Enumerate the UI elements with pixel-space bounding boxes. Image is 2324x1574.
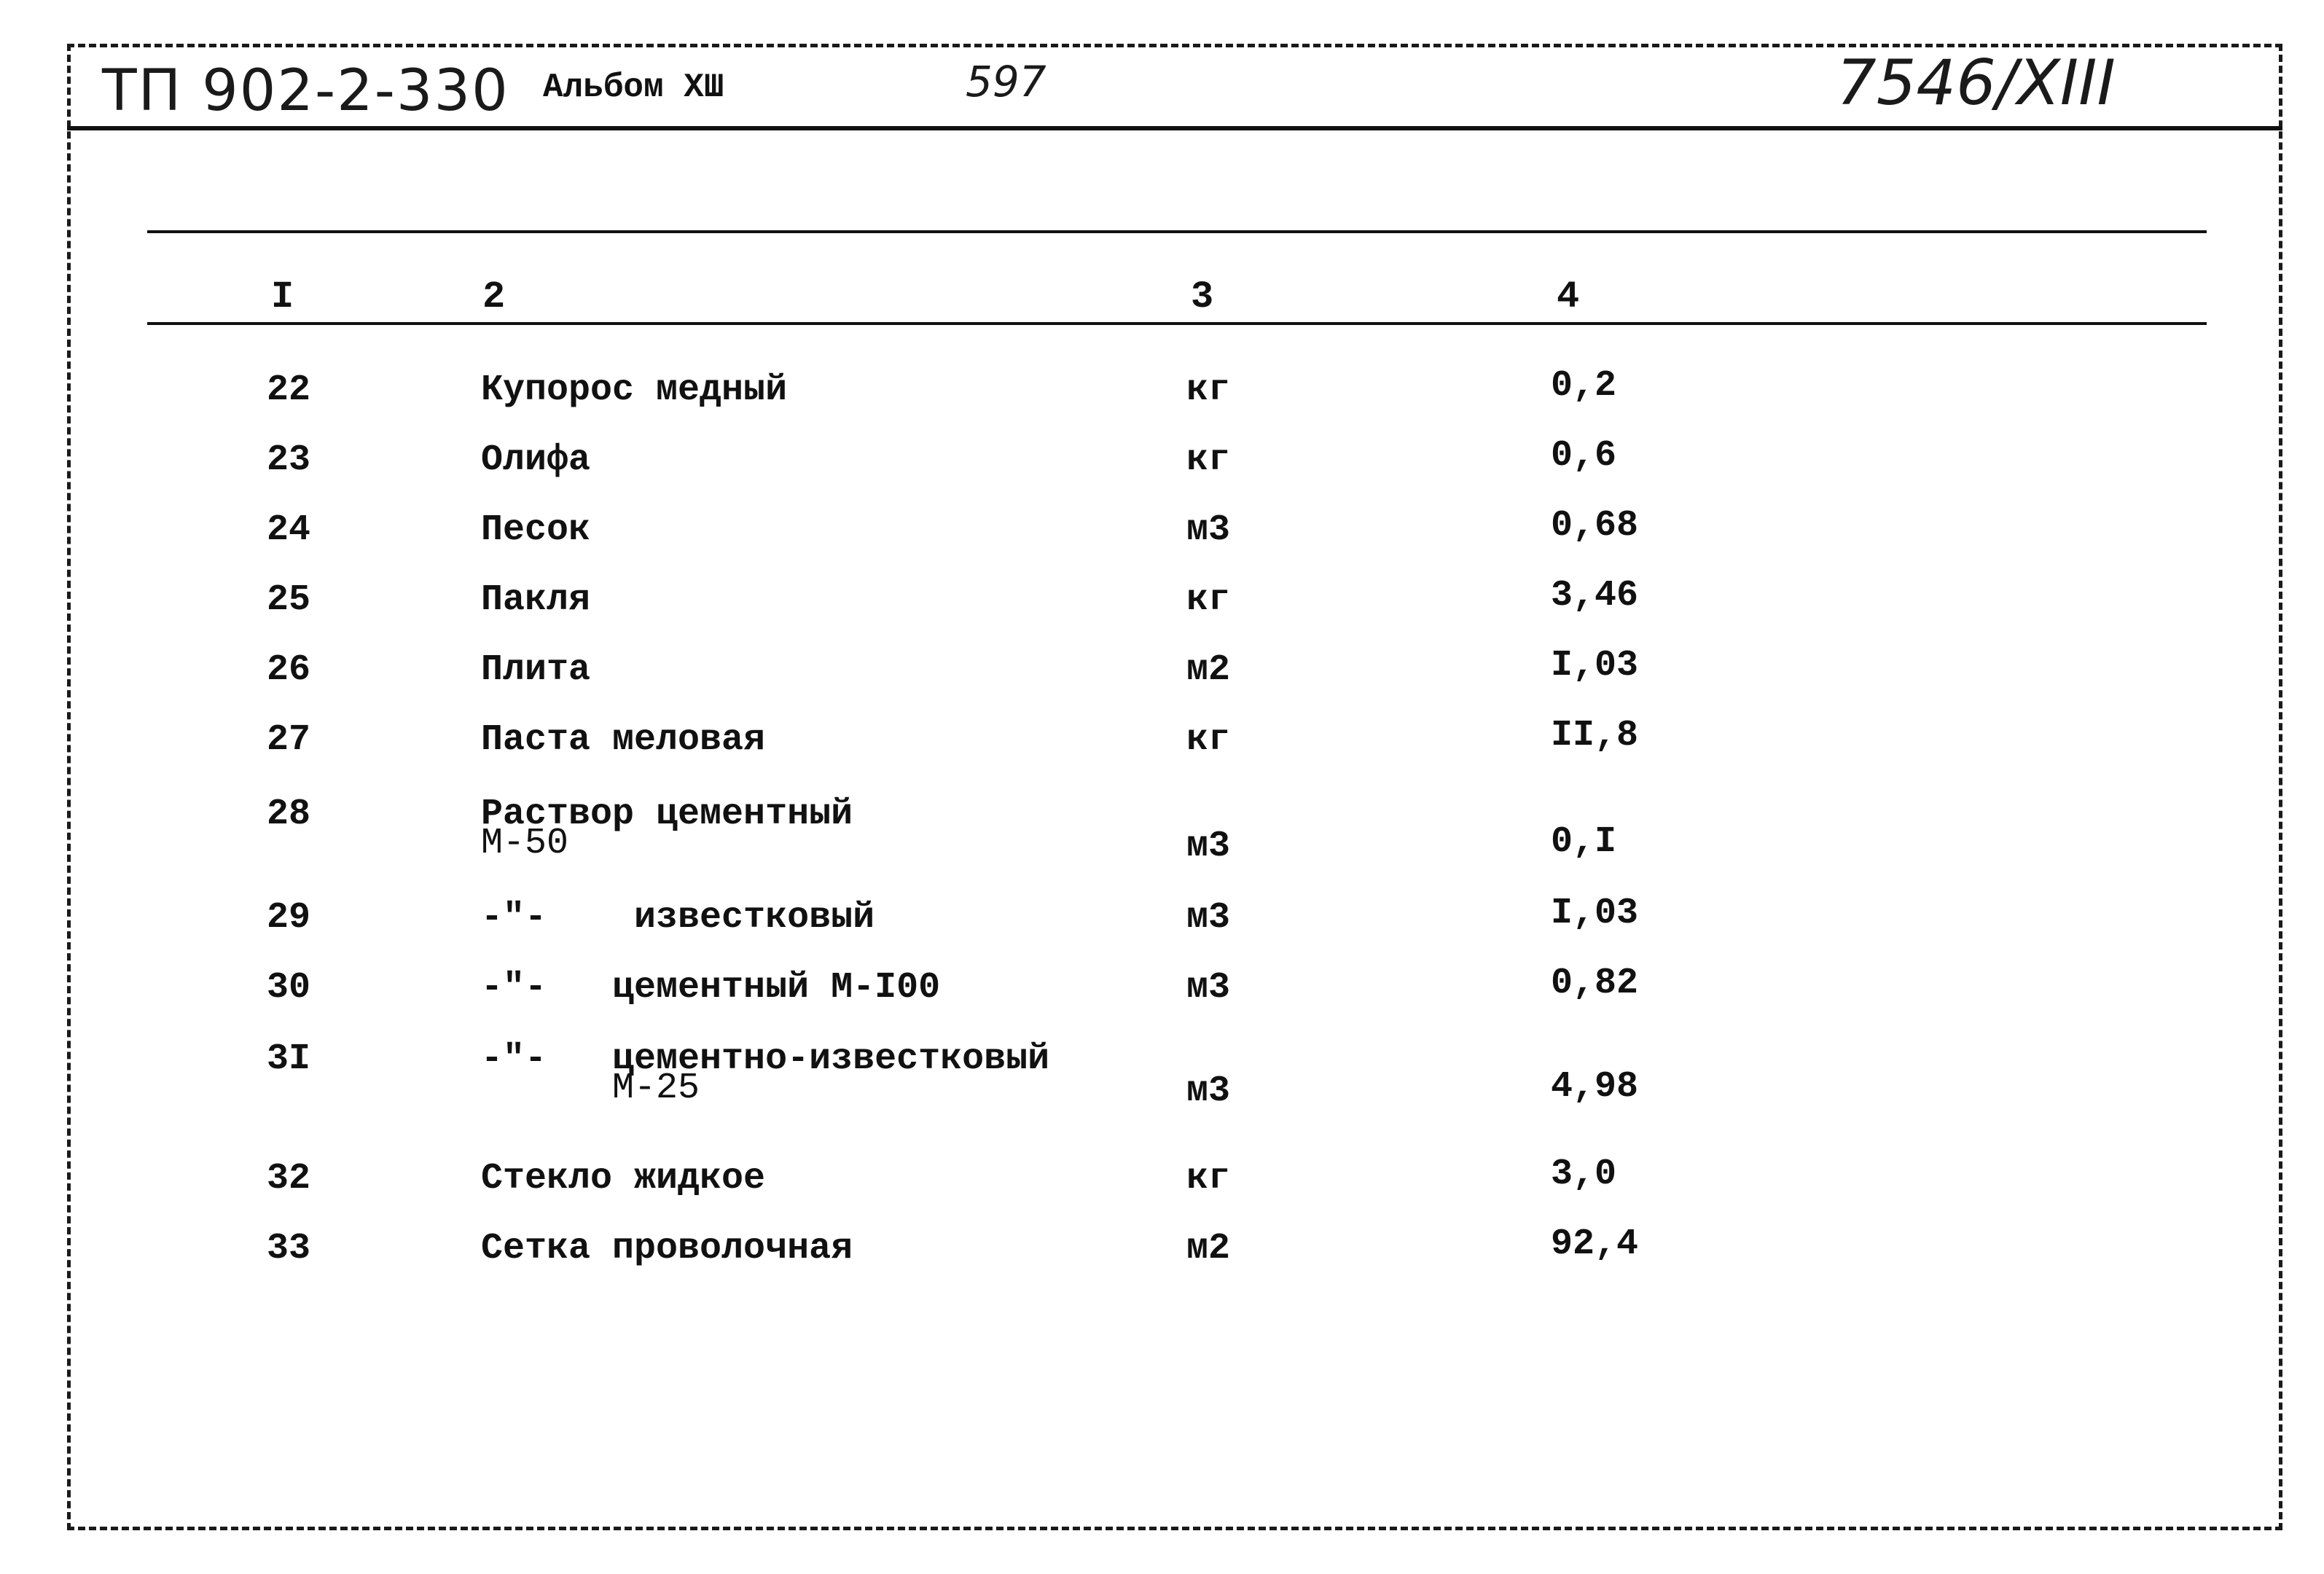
unit: м2 — [1186, 649, 1231, 691]
row-number: 27 — [267, 719, 311, 761]
column-header-3: 3 — [1191, 275, 1214, 318]
quantity: II,8 — [1551, 715, 1639, 756]
unit: м3 — [1186, 509, 1231, 551]
material-name: Раствор цементный — [481, 794, 853, 835]
row-number: 32 — [267, 1158, 311, 1199]
quantity: 0,82 — [1551, 963, 1639, 1004]
material-name-continued: М-25 — [481, 1068, 700, 1109]
header-divider — [67, 126, 2282, 130]
unit: кг — [1186, 579, 1231, 621]
unit: м3 — [1186, 826, 1231, 867]
material-name: -"- цементно-известковый — [481, 1038, 1050, 1080]
unit: кг — [1186, 439, 1231, 481]
table-top-rule — [147, 230, 2207, 233]
quantity: 3,0 — [1551, 1154, 1617, 1195]
row-number: 22 — [267, 369, 311, 411]
row-number: 24 — [267, 509, 311, 551]
material-name: -"- цементный М-I00 — [481, 967, 941, 1009]
material-name: Паста меловая — [481, 719, 766, 761]
material-name: Сетка проволочная — [481, 1228, 853, 1269]
column-header-4: 4 — [1557, 275, 1580, 318]
material-name-continued: М-50 — [481, 823, 569, 864]
unit: кг — [1186, 1158, 1231, 1199]
material-name: Плита — [481, 649, 591, 691]
quantity: 3,46 — [1551, 575, 1639, 616]
row-number: 30 — [267, 967, 311, 1009]
page-number: 597 — [966, 57, 1046, 106]
column-header-2: 2 — [482, 275, 506, 318]
quantity: 0,68 — [1551, 505, 1639, 547]
row-number: 29 — [267, 897, 311, 939]
column-header-1: I — [271, 275, 294, 318]
row-number: 26 — [267, 649, 311, 691]
quantity: 92,4 — [1551, 1223, 1639, 1265]
unit: м3 — [1186, 897, 1231, 939]
row-number: 3I — [267, 1038, 311, 1080]
quantity: 0,2 — [1551, 365, 1617, 407]
row-number: 28 — [267, 794, 311, 835]
unit: кг — [1186, 369, 1231, 411]
unit: кг — [1186, 719, 1231, 761]
row-number: 25 — [267, 579, 311, 621]
quantity: 0,I — [1551, 821, 1617, 863]
document-code: ТП 902-2-330 — [102, 58, 509, 124]
quantity: 0,6 — [1551, 435, 1617, 477]
quantity: I,03 — [1551, 645, 1639, 686]
row-number: 33 — [267, 1228, 311, 1269]
material-name: Олифа — [481, 439, 591, 481]
material-name: Пакля — [481, 579, 591, 621]
material-name: Купорос медный — [481, 369, 788, 411]
unit: м3 — [1186, 967, 1231, 1009]
material-name: -"- известковый — [481, 897, 875, 939]
quantity: I,03 — [1551, 893, 1639, 934]
material-name: Стекло жидкое — [481, 1158, 766, 1199]
quantity: 4,98 — [1551, 1066, 1639, 1108]
table-header-rule — [147, 322, 2207, 325]
page-frame — [67, 44, 2282, 1530]
unit: м2 — [1186, 1228, 1231, 1269]
archive-code: 7546/XIII — [1836, 47, 2116, 120]
unit: м3 — [1186, 1070, 1231, 1112]
material-name: Песок — [481, 509, 591, 551]
row-number: 23 — [267, 439, 311, 481]
album-label: Альбом XШ — [543, 68, 724, 106]
